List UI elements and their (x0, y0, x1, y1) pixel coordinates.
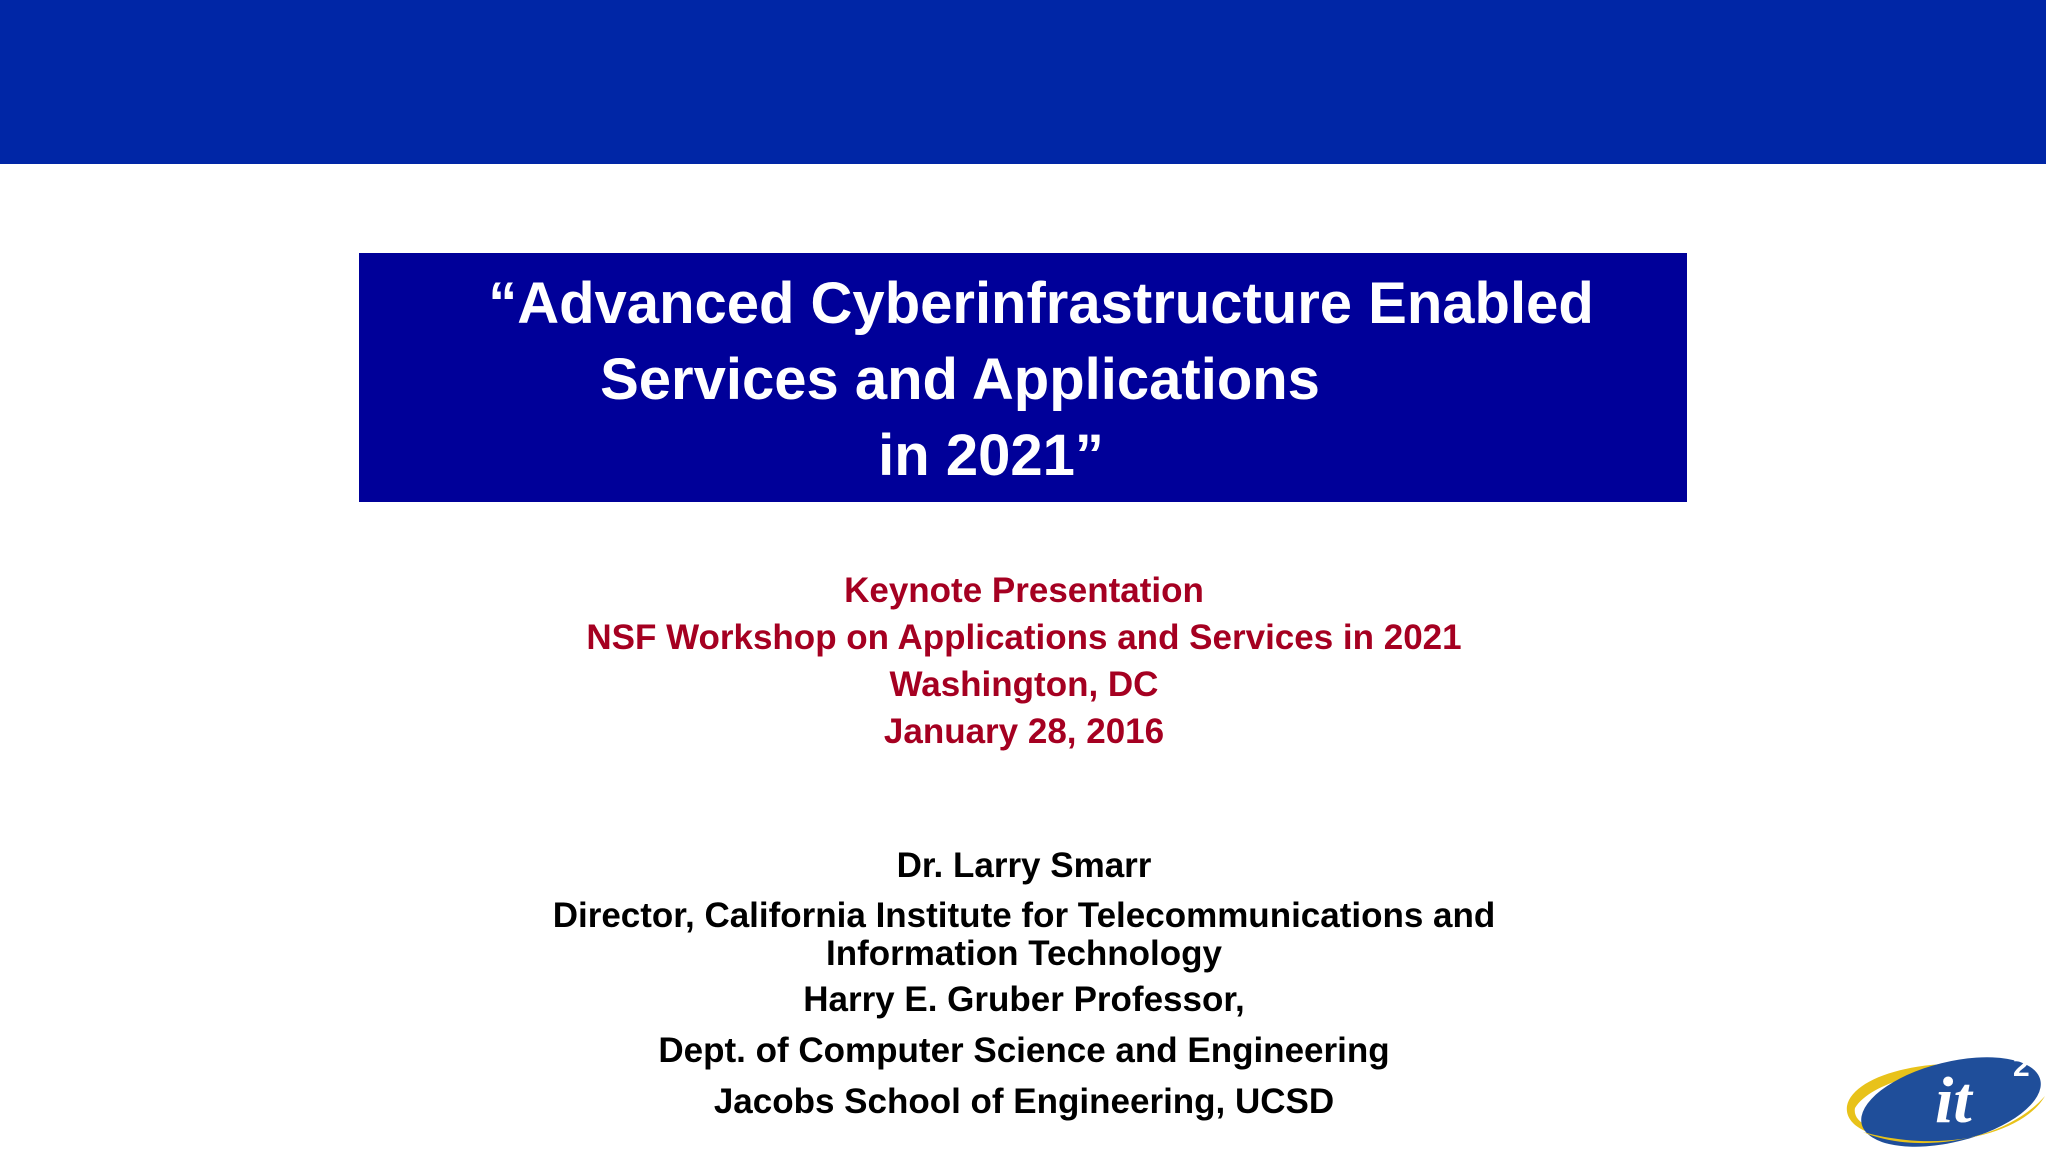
author-school: Jacobs School of Engineering, UCSD (713, 1082, 1335, 1121)
event-date: January 28, 2016 (883, 712, 1165, 751)
author-professorship: Harry E. Gruber Professor, (803, 980, 1245, 1019)
event-info (0, 567, 2048, 755)
author-director-line-1: Director, California Institute for Telecommunications and (552, 896, 1496, 935)
title-line-2: Services and Applications (600, 347, 1320, 412)
title-box (359, 253, 1687, 502)
header-band (0, 0, 2046, 164)
calit2-logo-icon (1833, 1036, 2048, 1152)
event-name: NSF Workshop on Applications and Services in 2021 (586, 618, 1462, 657)
title-line-3: in 2021” (878, 423, 1104, 488)
event-type: Keynote Presentation (844, 571, 1204, 610)
logo-superscript: 2 (2013, 1050, 2030, 1083)
author-department: Dept. of Computer Science and Engineering (658, 1031, 1390, 1070)
author-info (0, 839, 2048, 1128)
author-name: Dr. Larry Smarr (896, 846, 1152, 885)
logo-text: it (1935, 1064, 1972, 1137)
title-line-1: “Advanced Cyberinfrastructure Enabled (488, 271, 1594, 336)
author-director-line-2: Information Technology (825, 934, 1222, 973)
event-location: Washington, DC (889, 665, 1159, 704)
